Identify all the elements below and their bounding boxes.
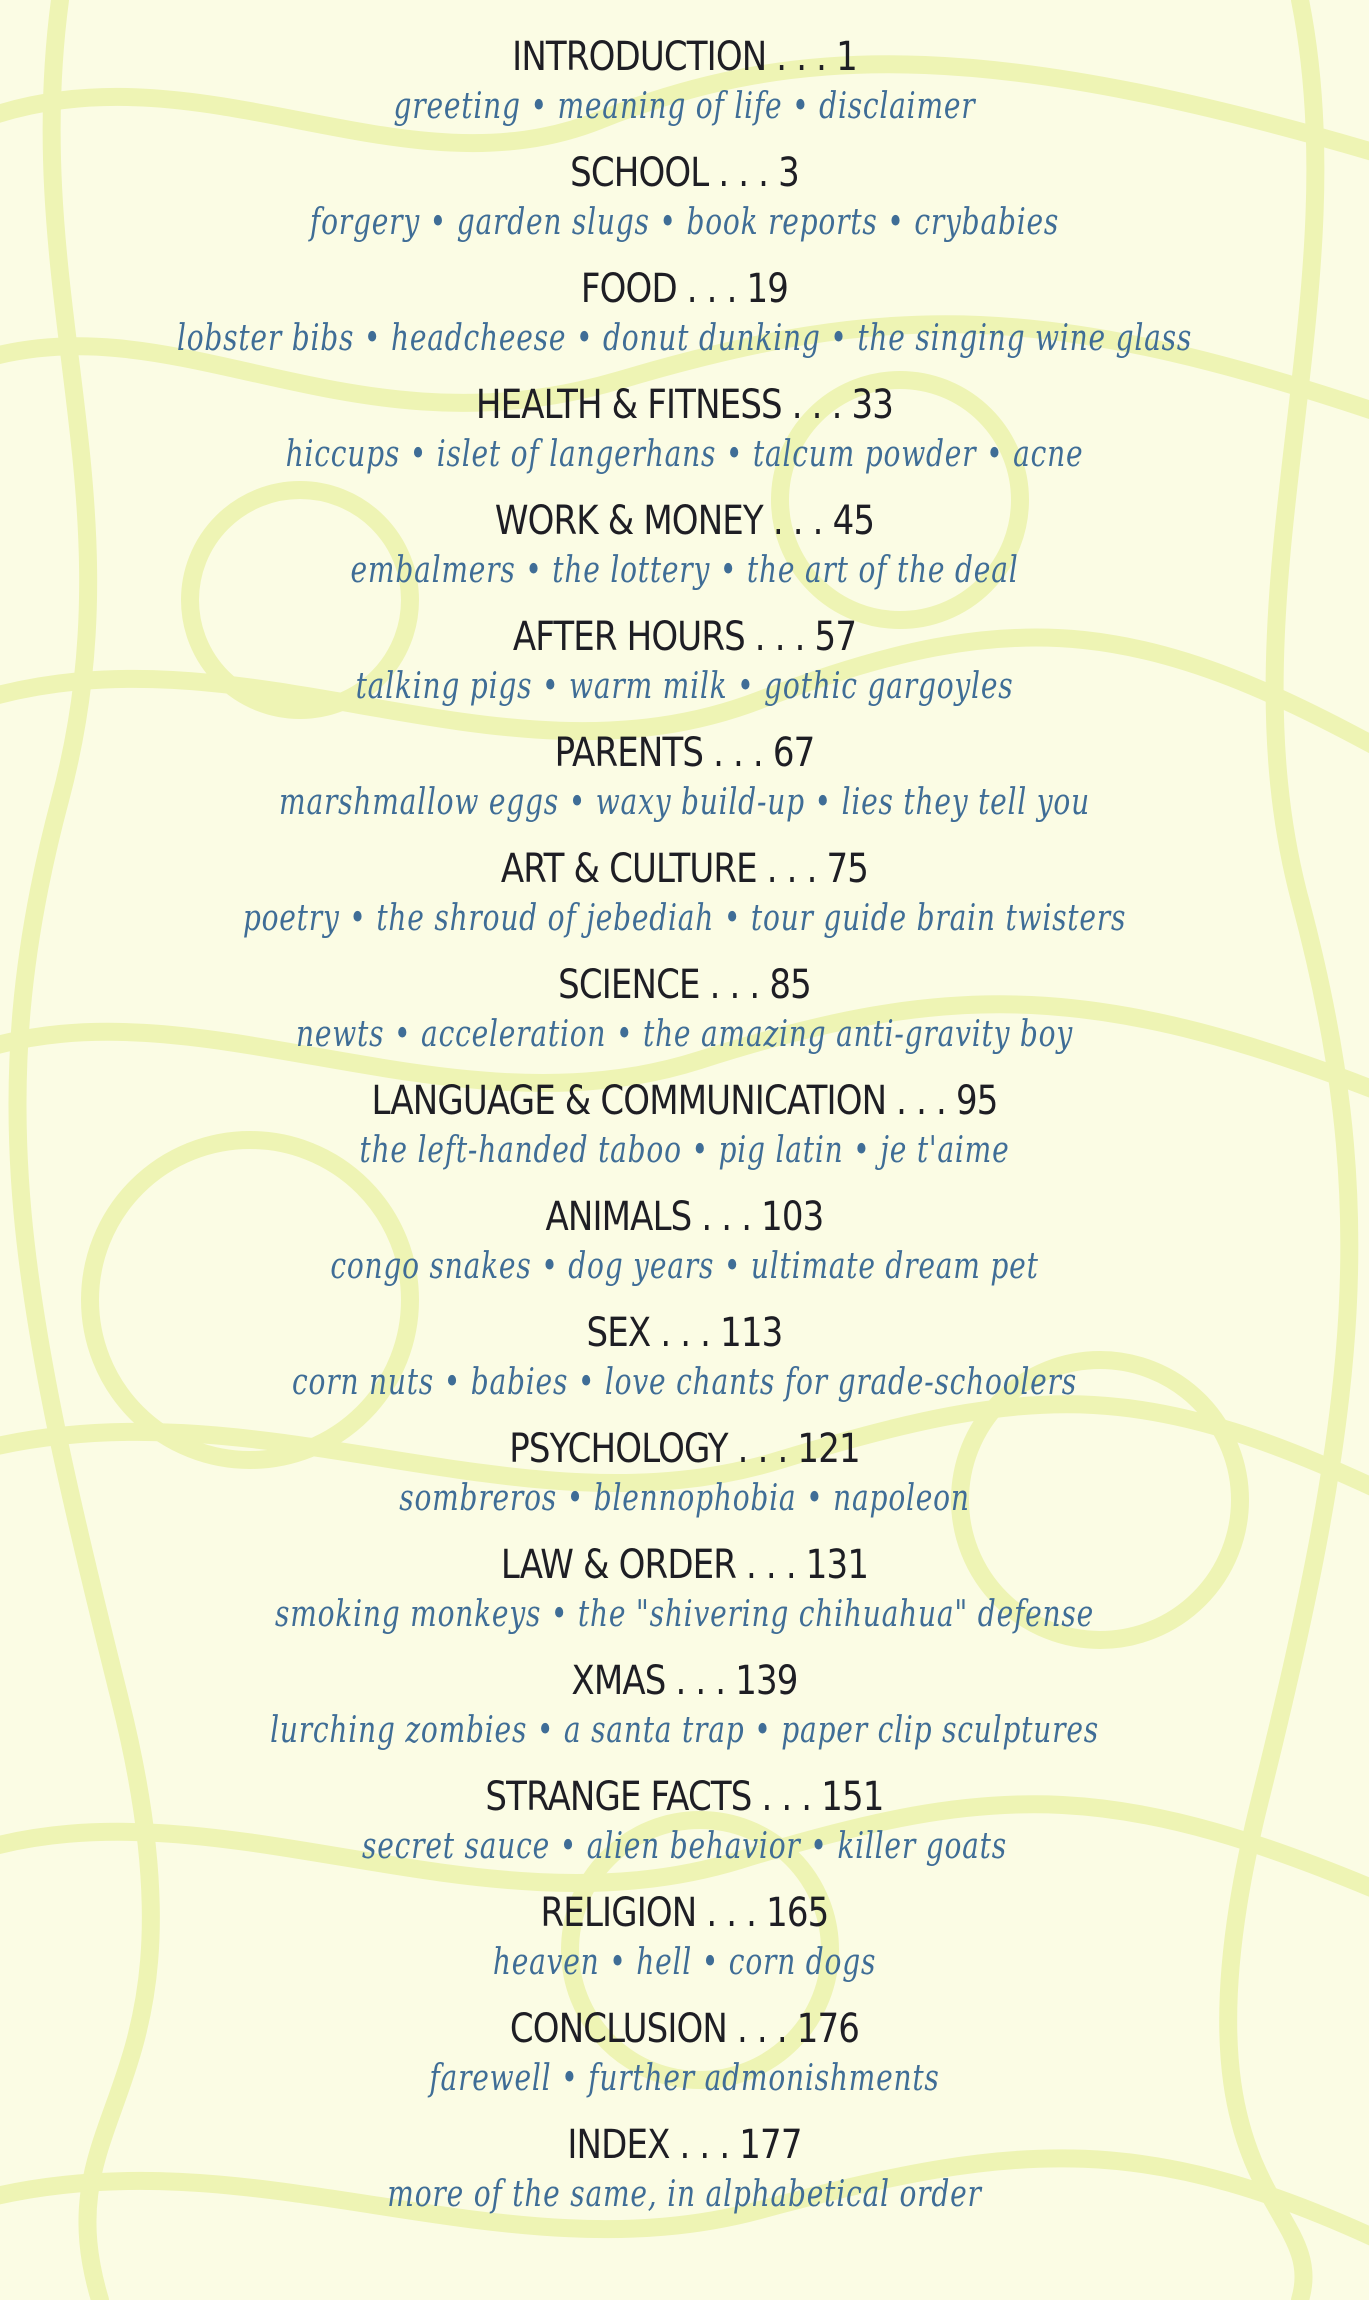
chapter-page-number: 33 — [851, 382, 894, 428]
toc-entry — [0, 1654, 1369, 1770]
leader-dots: . . . — [703, 730, 773, 776]
chapter-page-number: 75 — [826, 846, 869, 892]
chapter-topics: forgery • garden slugs • book reports • crybabies — [309, 202, 1060, 243]
chapter-title: WORK & MONEY — [494, 498, 763, 544]
chapter-title: CONCLUSION — [509, 2006, 728, 2052]
toc-entry — [0, 1770, 1369, 1886]
chapter-heading — [103, 958, 1267, 1012]
chapter-heading — [103, 378, 1267, 432]
leader-dots: . . . — [669, 2122, 740, 2168]
chapter-page-number: 85 — [769, 962, 811, 1008]
leader-dots: . . . — [766, 34, 837, 80]
toc-entry — [0, 958, 1369, 1074]
chapter-topics: congo snakes • dog years • ultimate dream pet — [330, 1246, 1039, 1287]
leader-dots: . . . — [751, 1774, 822, 1820]
toc-entry — [0, 378, 1369, 494]
chapter-title: ART & CULTURE — [500, 846, 757, 892]
toc-entry — [0, 1422, 1369, 1538]
leader-dots: . . . — [886, 1078, 956, 1124]
chapter-page-number: 95 — [955, 1078, 998, 1124]
leader-dots: . . . — [727, 2006, 797, 2052]
chapter-title: HEALTH & FITNESS — [475, 382, 782, 428]
chapter-title: INDEX — [567, 2122, 670, 2168]
chapter-topics: sombreros • blennophobia • napoleon — [399, 1478, 970, 1519]
leader-dots: . . . — [736, 1542, 806, 1588]
chapter-title: STRANGE FACTS — [485, 1774, 752, 1820]
chapter-heading — [103, 494, 1267, 548]
toc-entry — [0, 726, 1369, 842]
chapter-topics: farewell • further admonishments — [429, 2058, 940, 2099]
chapter-topics: newts • acceleration • the amazing anti-gravity boy — [295, 1014, 1074, 1055]
chapter-title: SCIENCE — [558, 962, 700, 1008]
leader-dots: . . . — [696, 1890, 767, 1936]
chapter-page-number: 177 — [739, 2122, 802, 2168]
leader-dots: . . . — [676, 266, 747, 312]
chapter-heading — [103, 1074, 1267, 1128]
chapter-topics: lobster bibs • headcheese • donut dunking • the singing wine glass — [176, 318, 1193, 359]
leader-dots: . . . — [699, 962, 770, 1008]
toc-entry — [0, 2118, 1369, 2234]
chapter-heading — [103, 1306, 1267, 1360]
toc-entry — [0, 2002, 1369, 2118]
toc-entry — [0, 30, 1369, 146]
chapter-topics: heaven • hell • corn dogs — [492, 1942, 877, 1983]
chapter-page-number: 176 — [796, 2006, 860, 2052]
chapter-title: SCHOOL — [570, 150, 709, 196]
chapter-title: XMAS — [571, 1658, 666, 1704]
toc-entry — [0, 610, 1369, 726]
chapter-page-number: 103 — [761, 1194, 824, 1240]
chapter-title: RELIGION — [540, 1890, 697, 1936]
leader-dots: . . . — [727, 1426, 798, 1472]
toc-entry — [0, 146, 1369, 262]
toc-entry — [0, 262, 1369, 378]
chapter-topics: lurching zombies • a santa trap • paper clip sculptures — [270, 1710, 1099, 1751]
chapter-heading — [103, 146, 1267, 200]
chapter-topics: more of the same, in alphabetical order — [387, 2174, 982, 2215]
chapter-topics: the left-handed taboo • pig latin • je t'aime — [359, 1130, 1010, 1171]
chapter-heading — [103, 842, 1267, 896]
chapter-page-number: 139 — [735, 1658, 798, 1704]
chapter-title: AFTER HOURS — [512, 614, 745, 660]
chapter-title: PARENTS — [554, 730, 704, 776]
chapter-page-number: 165 — [766, 1890, 829, 1936]
chapter-topics: talking pigs • warm milk • gothic gargoyles — [355, 666, 1014, 707]
chapter-title: FOOD — [580, 266, 677, 312]
leader-dots: . . . — [691, 1194, 762, 1240]
chapter-page-number: 57 — [814, 614, 857, 660]
chapter-page-number: 151 — [821, 1774, 884, 1820]
chapter-heading — [103, 610, 1267, 664]
chapter-heading — [103, 30, 1267, 84]
leader-dots: . . . — [708, 150, 779, 196]
chapter-heading — [103, 2002, 1267, 2056]
chapter-page-number: 113 — [720, 1310, 783, 1356]
chapter-topics: smoking monkeys • the "shivering chihuahua" defense — [275, 1594, 1094, 1635]
chapter-page-number: 45 — [832, 498, 875, 544]
toc-entry — [0, 1074, 1369, 1190]
chapter-topics: greeting • meaning of life • disclaimer — [393, 86, 976, 127]
chapter-topics: corn nuts • babies • love chants for grade-schoolers — [292, 1362, 1077, 1403]
chapter-page-number: 3 — [778, 150, 799, 196]
leader-dots: . . . — [781, 382, 852, 428]
chapter-heading — [103, 1886, 1267, 1940]
chapter-heading — [103, 1422, 1267, 1476]
chapter-heading — [103, 1654, 1267, 1708]
chapter-heading — [103, 2118, 1267, 2172]
leader-dots: . . . — [756, 846, 827, 892]
chapter-heading — [103, 1538, 1267, 1592]
chapter-topics: poetry • the shroud of jebediah • tour guide brain twisters — [242, 898, 1127, 939]
toc-entry — [0, 842, 1369, 958]
chapter-heading — [103, 262, 1267, 316]
chapter-title: INTRODUCTION — [512, 34, 767, 80]
toc-entry — [0, 1886, 1369, 2002]
toc-entry — [0, 1538, 1369, 1654]
toc-entry — [0, 1190, 1369, 1306]
chapter-page-number: 19 — [746, 266, 789, 312]
chapter-title: LANGUAGE & COMMUNICATION — [371, 1078, 887, 1124]
chapter-title: SEX — [586, 1310, 651, 1356]
chapter-page-number: 121 — [797, 1426, 860, 1472]
chapter-topics: marshmallow eggs • waxy build-up • lies they tell you — [279, 782, 1090, 823]
chapter-heading — [103, 726, 1267, 780]
table-of-contents — [0, 30, 1369, 2234]
chapter-topics: secret sauce • alien behavior • killer goats — [362, 1826, 1007, 1867]
chapter-title: ANIMALS — [545, 1194, 692, 1240]
chapter-heading — [103, 1770, 1267, 1824]
leader-dots: . . . — [744, 614, 815, 660]
toc-entry — [0, 1306, 1369, 1422]
chapter-heading — [103, 1190, 1267, 1244]
leader-dots: . . . — [665, 1658, 736, 1704]
chapter-page-number: 131 — [805, 1542, 869, 1588]
chapter-page-number: 1 — [836, 34, 857, 80]
chapter-topics: embalmers • the lottery • the art of the deal — [350, 550, 1019, 591]
chapter-topics: hiccups • islet of langerhans • talcum powder • acne — [285, 434, 1084, 475]
toc-entry — [0, 494, 1369, 610]
leader-dots: . . . — [650, 1310, 721, 1356]
leader-dots: . . . — [762, 498, 833, 544]
chapter-page-number: 67 — [772, 730, 815, 776]
chapter-title: LAW & ORDER — [500, 1542, 737, 1588]
chapter-title: PSYCHOLOGY — [509, 1426, 728, 1472]
